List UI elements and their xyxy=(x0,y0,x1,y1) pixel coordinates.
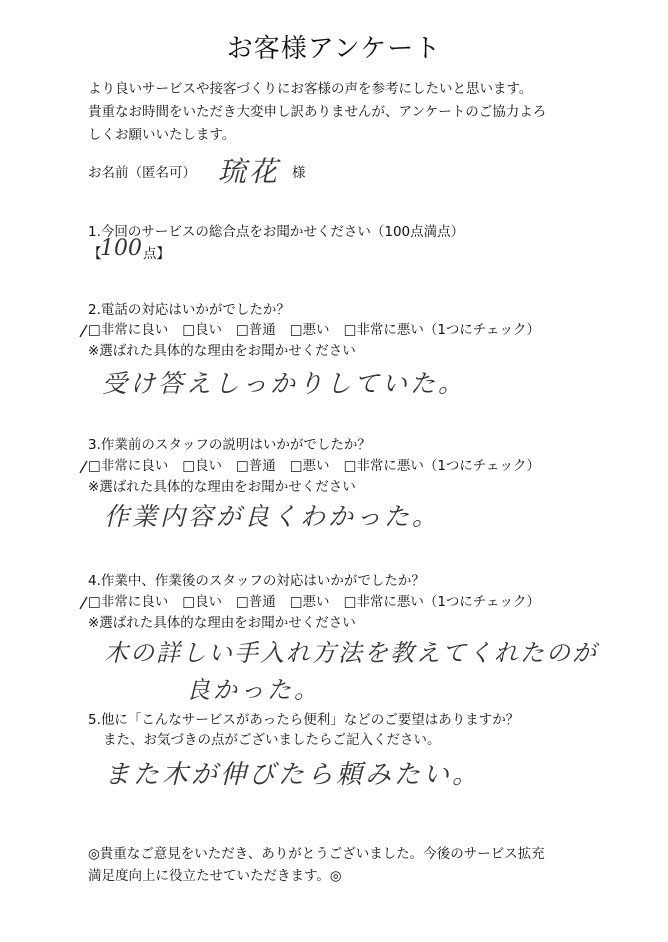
q3-option-very-good[interactable]: □非常に良い xyxy=(88,458,169,474)
name-suffix: 様 xyxy=(292,165,306,181)
q3-option-normal[interactable]: □普通 xyxy=(236,458,276,474)
q5-question-line-1: 5.他に「こんなサービスがあったら便利」などのご要望はありますか？ xyxy=(88,712,520,728)
q4-options xyxy=(88,592,554,612)
q4-answer-handwritten-line-2: 良かった。 xyxy=(186,676,321,704)
q4-reason-prompt: ※選ばれた具体的な理由をお聞かせください xyxy=(88,615,356,631)
intro-line-3: しくお願いいたします。 xyxy=(88,127,236,143)
intro-line-2: 貴重なお時間をいただき大変申し訳ありませんが、アンケートのご協力よろ xyxy=(88,104,547,120)
q4-option-good[interactable]: □良い xyxy=(182,594,223,610)
q2-option-bad[interactable]: □悪い xyxy=(289,322,330,338)
q2-option-normal[interactable]: □普通 xyxy=(236,322,276,338)
page-title: お客様アンケート xyxy=(226,34,442,64)
q5-answer-handwritten: また木が伸びたら頼みたい。 xyxy=(104,760,482,790)
q1-score-handwritten: 100 xyxy=(100,236,142,261)
q1-bracket-open: 【 xyxy=(88,246,102,262)
q4-option-very-bad[interactable]: □非常に悪い（1つにチェック） xyxy=(343,594,541,610)
q2-option-very-bad[interactable]: □非常に悪い（1つにチェック） xyxy=(343,322,541,338)
q2-reason-prompt: ※選ばれた具体的な理由をお聞かせください xyxy=(88,343,356,359)
q2-question: 2.電話の対応はいかがでしたか？ xyxy=(88,302,290,318)
q4-question: 4.作業中、作業後のスタッフの対応はいかがでしたか？ xyxy=(88,573,425,589)
closing-line-1: ◎貴重なご意見をいただき、ありがとうございました。今後のサービス拡充 xyxy=(88,846,545,862)
q2-options xyxy=(88,320,554,340)
q2-answer-handwritten: 受け答えしっかりしていた。 xyxy=(102,369,467,398)
q4-option-normal[interactable]: □普通 xyxy=(236,594,276,610)
q2-check-mark-icon xyxy=(78,324,88,338)
name-handwritten: 琉花 xyxy=(218,155,281,188)
closing-line-2: 満足度向上に役立たせていただきます。◎ xyxy=(88,868,342,884)
q3-check-mark-icon xyxy=(78,460,88,474)
intro-line-1: より良いサービスや接客づくりにお客様の声を参考にしたいと思います。 xyxy=(88,81,533,97)
q3-option-good[interactable]: □良い xyxy=(182,458,223,474)
q4-answer-handwritten-line-1: 木の詳しい手入れ方法を教えてくれたのが xyxy=(104,639,598,667)
q5-question-line-2: また、お気づきの点がございましたらご記入ください。 xyxy=(103,732,441,748)
q1-question: 1.今回のサービスの総合点をお聞かせください（100点満点） xyxy=(88,224,465,240)
q2-option-good[interactable]: □良い xyxy=(182,322,223,338)
q3-option-bad[interactable]: □悪い xyxy=(289,458,330,474)
q4-option-bad[interactable]: □悪い xyxy=(289,594,330,610)
q2-option-very-good[interactable]: □非常に良い xyxy=(88,322,169,338)
q3-answer-handwritten: 作業内容が良くわかった。 xyxy=(104,502,441,531)
q3-reason-prompt: ※選ばれた具体的な理由をお聞かせください xyxy=(88,479,356,495)
q4-option-very-good[interactable]: □非常に良い xyxy=(88,594,169,610)
q3-option-very-bad[interactable]: □非常に悪い（1つにチェック） xyxy=(343,458,541,474)
q3-question: 3.作業前のスタッフの説明はいかがでしたか？ xyxy=(88,437,371,453)
q1-score-unit: 点】 xyxy=(143,246,170,262)
q4-check-mark-icon xyxy=(78,596,88,610)
name-label: お名前（匿名可） xyxy=(88,165,196,181)
q3-options xyxy=(88,456,554,476)
